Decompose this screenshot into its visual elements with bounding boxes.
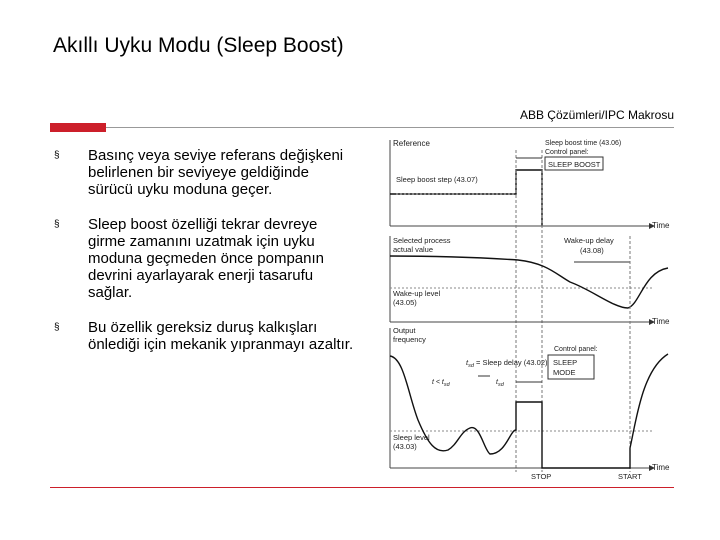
control-panel-label-1: Control panel: (545, 149, 589, 156)
bullet-text: Sleep boost özelliği tekrar devreye girme zamanını uzatmak için uyku moduna geçmeden önce pompanın devrini ayarlayarak enerji tasarufu sağlar. (88, 216, 325, 301)
bullet-text: Basınç veya seviye referans değişkeni belirlenen bir seviyeye geldiğinde sürücü uyku moduna geçer. (88, 147, 344, 198)
sleep-boost-time-label: Sleep boost time (43.06) (545, 140, 622, 147)
t-less-than-tsd-label: $t < t_{sd}$ (432, 379, 450, 388)
bullet-marker: § (54, 219, 60, 230)
sleep-mode-label-2: MODE (553, 368, 576, 377)
t-sleep-delay-label: $t_{sd}$ (496, 379, 504, 388)
selected-process-label-2: actual value (393, 245, 434, 254)
time-label-3: Time (652, 463, 670, 472)
process-value-curve (390, 256, 668, 308)
bullet-text: Bu özellik gereksiz duruş kalkışları önlediği için mekanik yıpranmayı azaltır. (88, 319, 354, 353)
bullet-item (54, 216, 354, 301)
tsd-label: $t_{sd}$ = Sleep delay (43.02) (466, 358, 548, 369)
bullet-item (54, 319, 354, 353)
selected-process-label-1: Selected process (393, 236, 451, 245)
start-label: START (618, 472, 642, 481)
stop-label: STOP (531, 472, 552, 481)
bullet-item (54, 147, 354, 198)
header-divider (106, 127, 674, 128)
reference-label: Reference (393, 139, 430, 148)
wake-up-delay-label-2: (43.08) (580, 246, 604, 255)
wake-up-delay-label-1: Wake-up delay (564, 236, 614, 245)
output-frequency-label-2: frequency (393, 335, 426, 344)
output-frequency-label-1: Output (393, 326, 416, 335)
footer-divider (50, 487, 674, 488)
sleep-boost-step-label: Sleep boost step (43.07) (396, 175, 478, 184)
bullet-marker: § (54, 150, 60, 161)
sleep-level-label-1: Sleep level (393, 433, 430, 442)
sleep-mode-label-1: SLEEP (553, 358, 578, 367)
wake-up-level-label-1: Wake-up level (393, 289, 441, 298)
control-panel-label-2: Control panel: (554, 346, 598, 353)
slide-title: Akıllı Uyku Modu (Sleep Boost) (53, 34, 344, 57)
bullet-marker: § (54, 322, 60, 333)
time-label-1: Time (652, 221, 670, 230)
sleep-boost-box-label: SLEEP BOOST (548, 160, 601, 169)
accent-bar (50, 123, 106, 132)
sleep-boost-timing-diagram (378, 132, 674, 484)
time-label-2: Time (652, 317, 670, 326)
sleep-level-label-2: (43.03) (393, 442, 417, 451)
bullet-list (54, 147, 354, 371)
output-frequency-curve (390, 354, 668, 468)
wake-up-level-label-2: (43.05) (393, 298, 417, 307)
slide-subtitle: ABB Çözümleri/IPC Makrosu (519, 108, 674, 122)
